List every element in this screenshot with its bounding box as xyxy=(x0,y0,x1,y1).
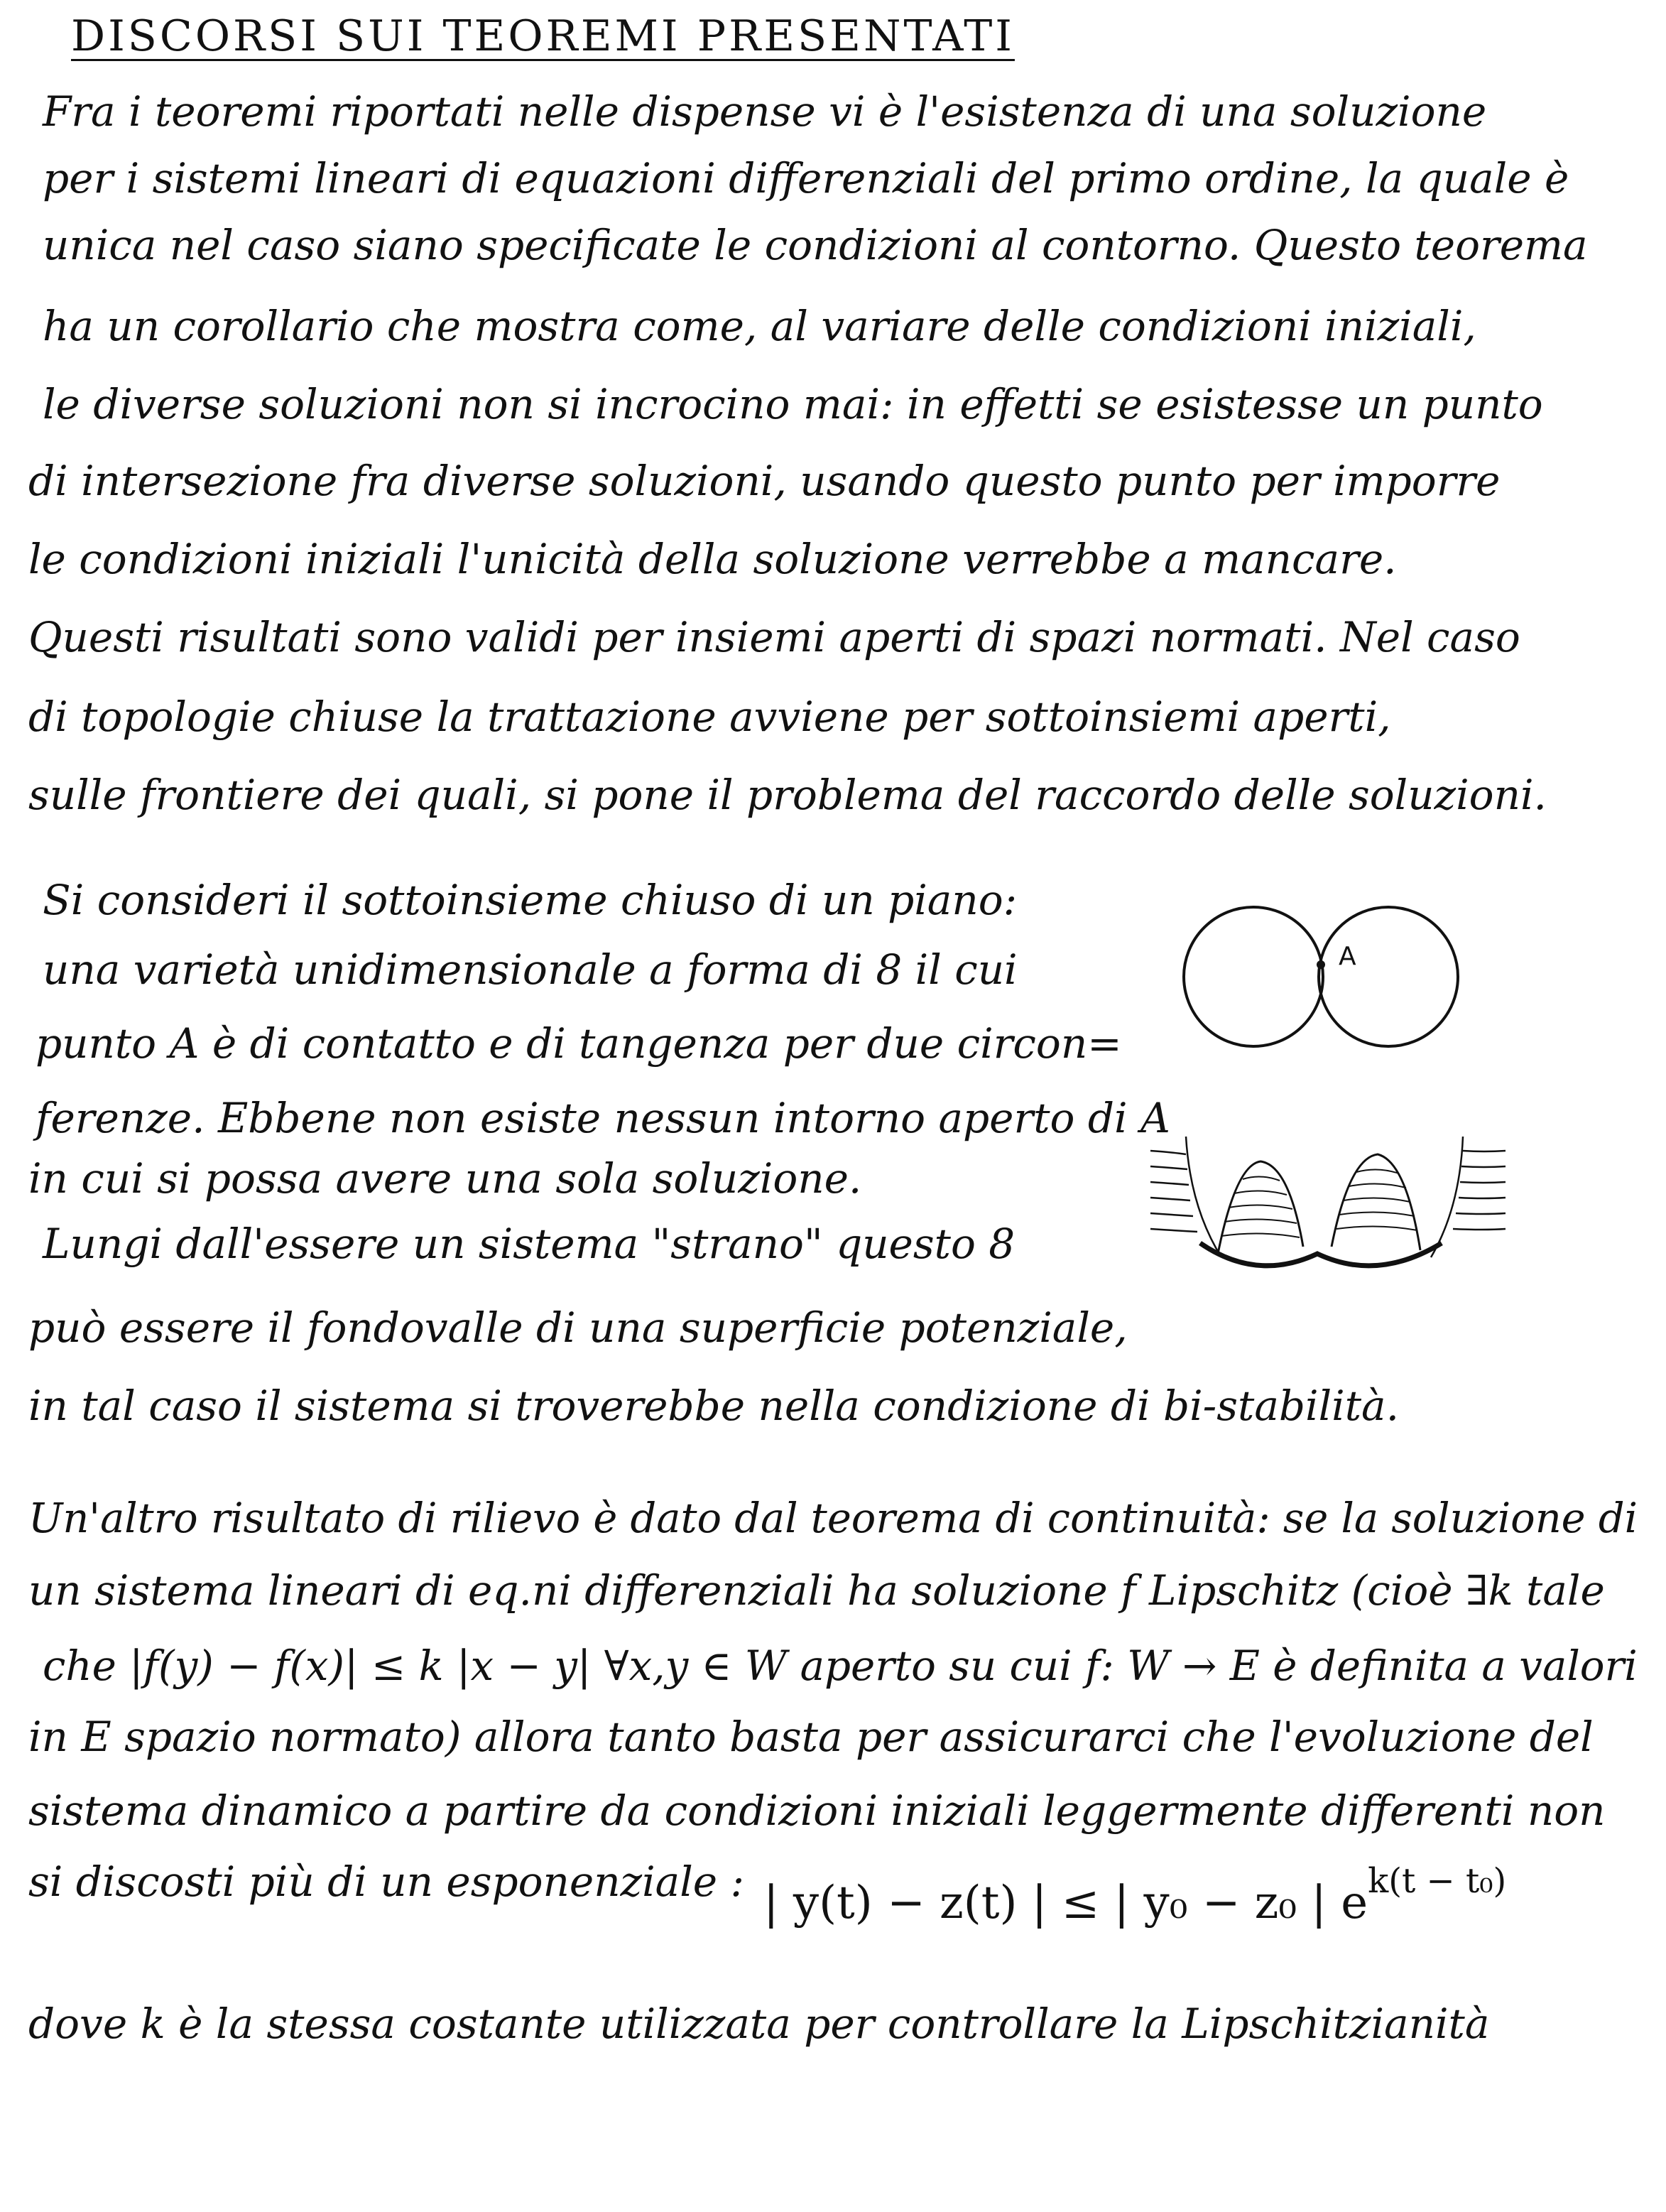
text-line: una varietà unidimensionale a forma di 8 il cui xyxy=(43,945,1018,994)
left-wall-hatching xyxy=(1150,1137,1221,1257)
valley-floor xyxy=(1200,1243,1442,1266)
hump-stripes xyxy=(1221,1169,1417,1237)
humps xyxy=(1218,1154,1420,1254)
text-line: in tal caso il sistema si troverebbe nella condizione di bi-stabilità. xyxy=(28,1382,1400,1430)
text-line: Un'altro risultato di rilievo è dato dal teorema di continuità: se la soluzione di xyxy=(28,1494,1638,1542)
text-line: Questi risultati sono validi per insiemi aperti di spazi normati. Nel caso xyxy=(28,613,1520,661)
text-line: un sistema lineari di eq.ni differenziali ha soluzione f Lipschitz (cioè ∃k tale xyxy=(28,1566,1605,1615)
exponential-bound-formula xyxy=(763,1861,1506,1929)
text-line: in E spazio normato) allora tanto basta per assicurarci che l'evoluzione del xyxy=(28,1713,1594,1761)
figure-eight-diagram xyxy=(1179,881,1477,1066)
text-line: di intersezione fra diverse soluzioni, usando questo punto per imporre xyxy=(28,457,1501,505)
text-line: unica nel caso siano specificate le condizioni al contorno. Questo teorema xyxy=(43,221,1588,269)
point-a-label: A xyxy=(1339,942,1356,971)
point-a xyxy=(1317,960,1325,969)
text-line: ferenze. Ebbene non esiste nessun intorno aperto di A xyxy=(36,1094,1170,1142)
text-line: Lungi dall'essere un sistema "strano" questo 8 xyxy=(43,1220,1016,1268)
text-line: per i sistemi lineari di equazioni differenziali del primo ordine, la quale è xyxy=(43,154,1569,202)
text-line: Si consideri il sottoinsieme chiuso di un piano: xyxy=(43,876,1018,924)
right-wall-hatching xyxy=(1431,1137,1506,1257)
text-line: punto A è di contatto e di tangenza per due circon= xyxy=(36,1019,1122,1068)
left-circle xyxy=(1184,907,1323,1046)
text-line: Fra i teoremi riportati nelle dispense vi è l'esistenza di una soluzione xyxy=(43,87,1487,136)
formula-base: | y(t) − z(t) | ≤ | y₀ − z₀ | e xyxy=(763,1877,1368,1929)
text-line: che |f(y) − f(x)| ≤ k |x − y| ∀x,y ∈ W aperto su cui f: W → E è definita a valori xyxy=(43,1642,1638,1690)
text-line: sulle frontiere dei quali, si pone il problema del raccordo delle soluzioni. xyxy=(28,771,1547,819)
text-line: si discosti più di un esponenziale : xyxy=(28,1858,745,1906)
text-line: può essere il fondovalle di una superficie potenziale, xyxy=(28,1303,1128,1352)
formula-exponent: k(t − t₀) xyxy=(1368,1861,1507,1901)
page-title: DISCORSI SUI TEOREMI PRESENTATI xyxy=(71,11,1015,61)
text-line: ha un corollario che mostra come, al variare delle condizioni iniziali, xyxy=(43,302,1476,350)
potential-surface-diagram xyxy=(1143,1122,1513,1286)
closing-line: dove k è la stessa costante utilizzata per controllare la Lipschitzianità xyxy=(28,2000,1490,2048)
text-line: sistema dinamico a partire da condizioni iniziali leggermente differenti non xyxy=(28,1787,1606,1835)
right-circle xyxy=(1319,907,1458,1046)
text-line: le diverse soluzioni non si incrocino mai: in effetti se esistesse un punto xyxy=(43,380,1543,428)
text-line: in cui si possa avere una sola soluzione. xyxy=(28,1154,862,1203)
text-line: di topologie chiuse la trattazione avviene per sottoinsiemi aperti, xyxy=(28,693,1391,741)
text-line: le condizioni iniziali l'unicità della soluzione verrebbe a mancare. xyxy=(28,535,1397,583)
